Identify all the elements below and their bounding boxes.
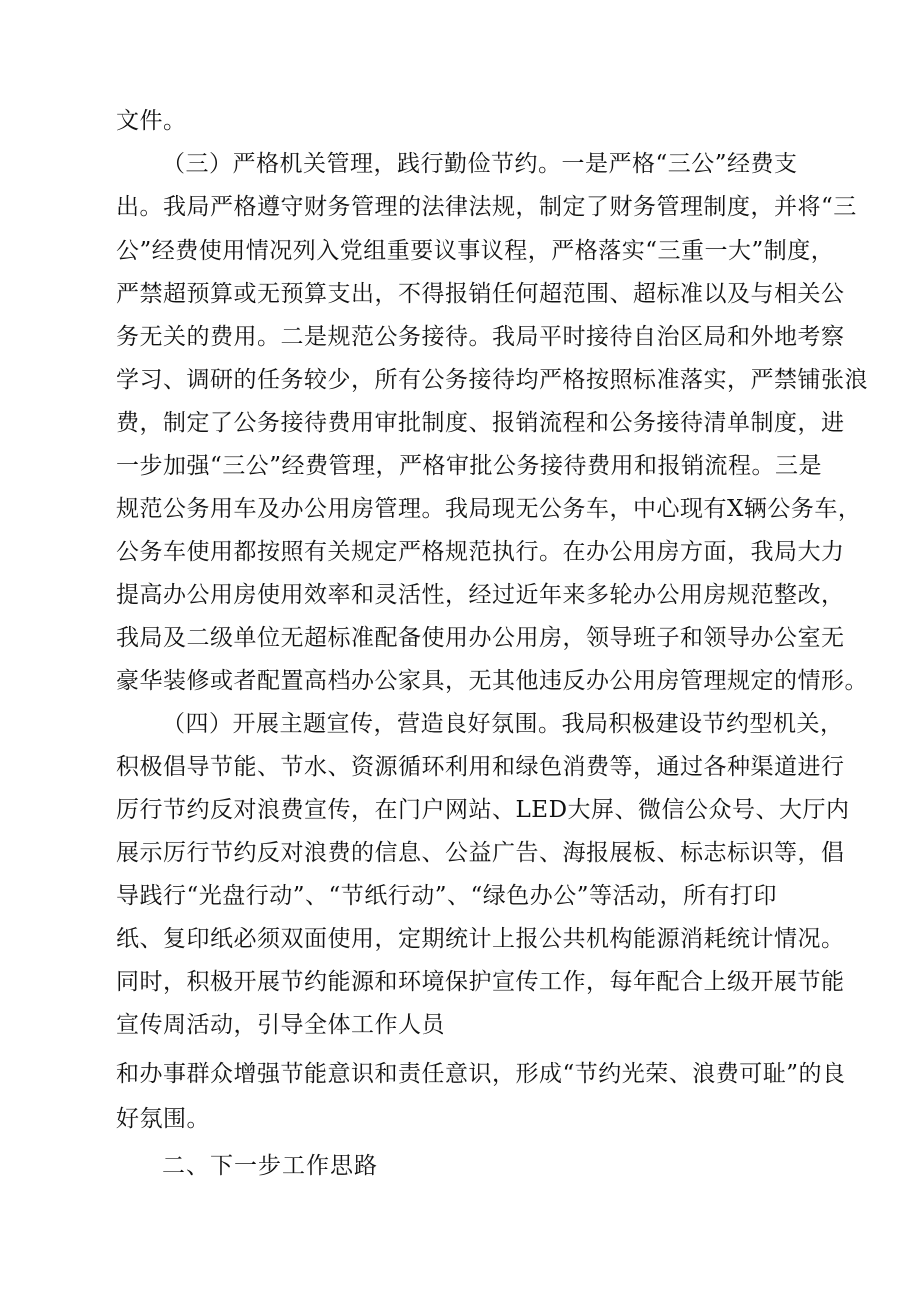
text-line: 豪华装修或者配置高档办公家具，无其他违反办公用房管理规定的情形。 — [116, 668, 868, 694]
text-line: 积极倡导节能、节水、资源循环利用和绿色消费等，通过各种渠道进行 — [116, 754, 845, 780]
text-line: 公”经费使用情况列入党组重要议事议程，严格落实“三重一大”制度， — [116, 238, 835, 264]
text-line: 提高办公用房使用效率和灵活性，经过近年来多轮办公用房规范整改， — [116, 582, 845, 608]
text-line: 展示厉行节约反对浪费的信息、公益广告、海报展板、标志标识等，倡 — [116, 840, 845, 866]
text-line: 学习、调研的任务较少，所有公务接待均严格按照标准落实，严禁铺张浪 — [116, 367, 868, 393]
text-line: 厉行节约反对浪费宣传，在门户网站、LED大屏、微信公众号、大厅内 — [116, 797, 850, 823]
section-heading: 二、下一步工作思路 — [162, 1153, 378, 1179]
text-line: 宣传周活动，引导全体工作人员 — [116, 1012, 445, 1038]
text-line: 纸、复印纸必须双面使用，定期统计上报公共机构能源消耗统计情况。 — [116, 926, 845, 952]
text-line: 费，制定了公务接待费用审批制度、报销流程和公务接待清单制度，进 — [116, 410, 845, 436]
text-line: 好氛围。 — [116, 1106, 210, 1132]
text-line: 一步加强“三公”经费管理，严格审批公务接待费用和报销流程。三是 — [116, 453, 823, 479]
text-line: 导践行“光盘行动”、“节纸行动”、“绿色办公”等活动，所有打印 — [116, 883, 778, 909]
text-line: 公务车使用都按照有关规定严格规范执行。在办公用房方面，我局大力 — [116, 539, 845, 565]
text-line: （四）开展主题宣传，营造良好氛围。我局积极建设节约型机关， — [162, 711, 844, 737]
text-line: 规范公务用车及办公用房管理。我局现无公务车，中心现有X辆公务车， — [116, 496, 862, 522]
text-line: 文件。 — [116, 108, 187, 134]
text-line: 务无关的费用。二是规范公务接待。我局平时接待自治区局和外地考察 — [116, 324, 845, 350]
text-line: 和办事群众增强节能意识和责任意识，形成“节约光荣、浪费可耻”的良 — [116, 1061, 846, 1087]
text-line: 严禁超预算或无预算支出，不得报销任何超范围、超标准以及与相关公 — [116, 281, 845, 307]
text-line: 出。我局严格遵守财务管理的法律法规，制定了财务管理制度，并将“三 — [116, 194, 857, 220]
text-line: 我局及二级单位无超标准配备使用办公用房，领导班子和领导办公室无 — [116, 625, 845, 651]
text-line: （三）严格机关管理，践行勤俭节约。一是严格“三公”经费支 — [162, 151, 798, 177]
text-line: 同时，积极开展节约能源和环境保护宣传工作，每年配合上级开展节能 — [116, 969, 845, 995]
